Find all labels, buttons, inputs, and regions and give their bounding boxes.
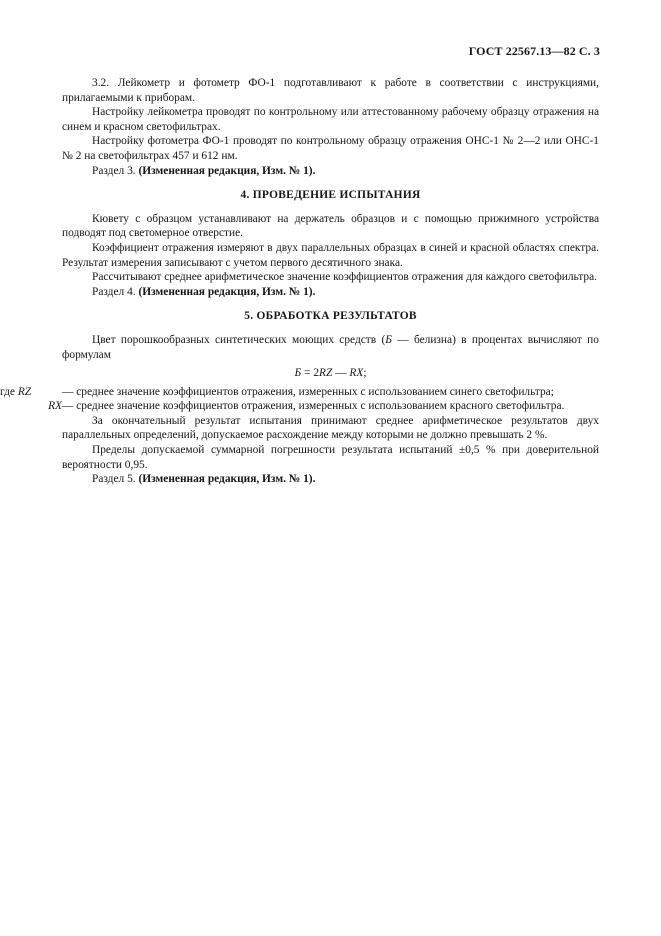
formula <box>62 366 599 381</box>
text-run: Цвет порошкообразных синтетических моющих средств ( <box>92 333 386 346</box>
paragraph: Коэффициент отражения измеряют в двух параллельных образцах в синей и красной областях спектра. Результат измерения записывают с учетом первого десятичного знака. <box>62 241 599 269</box>
page-header: ГОСТ 22567.13—82 С. 3 <box>468 44 600 58</box>
section-heading: 4. ПРОВЕДЕНИЕ ИСПЫТАНИЯ <box>240 189 421 202</box>
amendment-text: (Измененная редакция, Изм. № 1). <box>138 473 316 486</box>
paragraph: Рассчитывают среднее арифметическое значение коэффициентов отражения для каждого светофильтра. <box>92 271 597 284</box>
formula-op: ; <box>363 367 367 380</box>
where-lead <box>0 399 62 414</box>
where-rz-row <box>0 385 599 400</box>
document-body <box>0 76 599 487</box>
amendment-text: (Измененная редакция, Изм. № 1). <box>138 285 316 298</box>
variable: Б <box>385 333 392 346</box>
where-desc: — среднее значение коэффициентов отражения, измеренных с использованием красного светофильтра. <box>62 400 565 413</box>
variable: RZ <box>17 385 32 398</box>
formula-op: — <box>332 367 350 380</box>
where-lead <box>0 385 62 400</box>
paragraph: 3.2. Лейкометр и фотометр ФО-1 подготавливают к работе в соответствии с инструкциями, прилагаемыми к приборам. <box>62 77 599 104</box>
where-rx-row <box>0 399 599 414</box>
amendment-text: (Измененная редакция, Изм. № 1). <box>138 164 316 177</box>
amendment-note <box>62 164 599 179</box>
formula-op: = 2 <box>301 367 320 380</box>
paragraph: Пределы допускаемой суммарной погрешности результата испытаний ±0,5 % при доверительной вероятности 0,95. <box>62 444 599 471</box>
where-desc: — среднее значение коэффициентов отражения, измеренных с использованием синего светофильтра; <box>62 385 554 398</box>
formula-var: Б <box>294 367 302 380</box>
paragraph <box>62 333 599 362</box>
formula-var: RX <box>349 367 364 380</box>
amendment-prefix: Раздел 4. <box>92 285 136 298</box>
formula-var: RZ <box>319 367 333 380</box>
amendment-note <box>62 285 599 300</box>
variable: RX <box>48 400 62 413</box>
section-heading: 5. ОБРАБОТКА РЕЗУЛЬТАТОВ <box>244 310 417 323</box>
paragraph: Настройку фотометра ФО-1 проводят по контрольному образцу отражения ОНС-1 № 2—2 или ОНС-1 № 2 на светофильтрах 457 и 612 нм. <box>62 135 599 162</box>
paragraph: За окончательный результат испытания принимают среднее арифметическое результатов двух параллельных определений, допускаемое расхождение между которыми не должно превышать 2 %. <box>62 414 599 442</box>
amendment-prefix: Раздел 5. <box>92 473 136 486</box>
amendment-prefix: Раздел 3. <box>92 164 136 177</box>
amendment-note <box>62 472 599 487</box>
where-word: где <box>0 385 15 398</box>
paragraph: Настройку лейкометра проводят по контрольному или аттестованному рабочему образцу отражения на синем и красном светофильтрах. <box>62 106 599 133</box>
text-run: — белизна) в процентах вычисляют по формулам <box>62 333 599 361</box>
paragraph: Кювету с образцом устанавливают на держатель образцов и с помощью прижимного устройства подводят под светомерное отверстие. <box>62 212 599 240</box>
